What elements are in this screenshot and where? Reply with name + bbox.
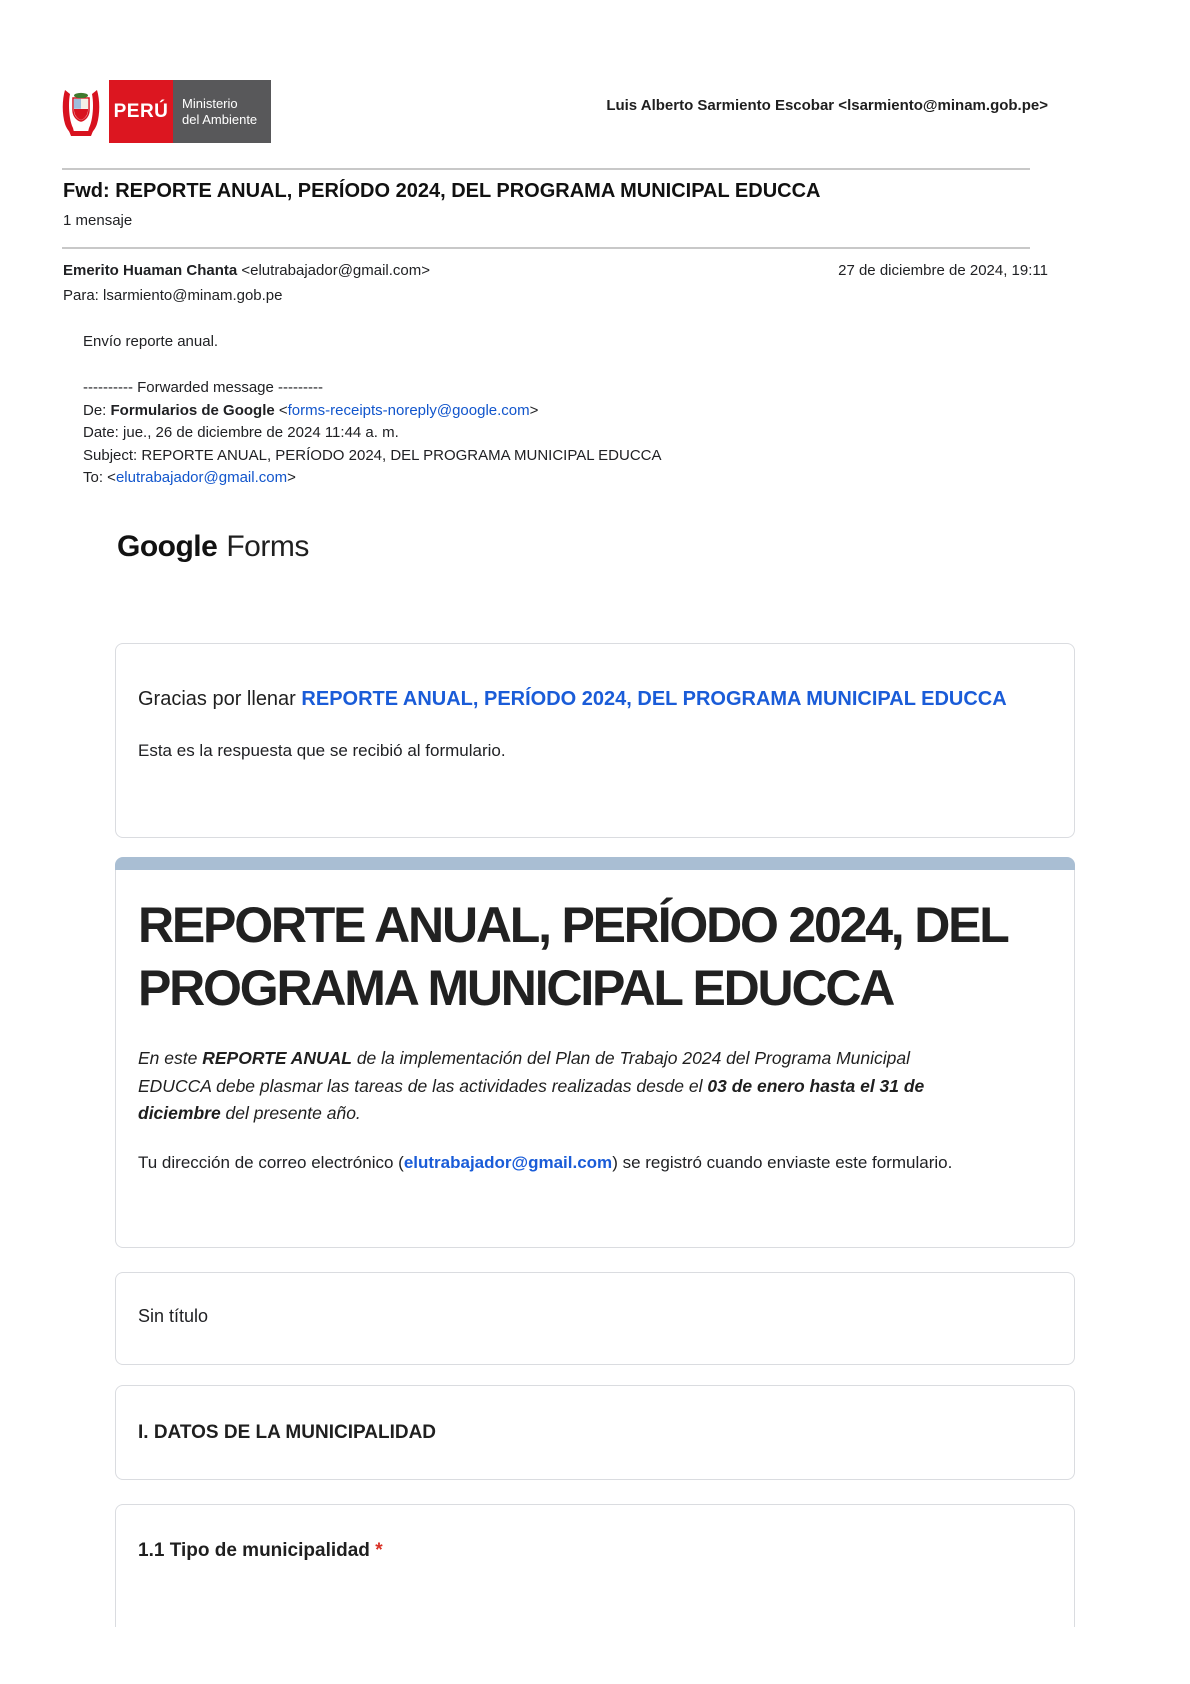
account-header: Luis Alberto Sarmiento Escobar <lsarmiento@minam.gob.pe> xyxy=(606,97,1048,114)
registered-email-link[interactable]: elutrabajador@gmail.com xyxy=(403,1152,613,1172)
question-label: 1.1 Tipo de municipalidad xyxy=(138,1540,376,1561)
desc-part3: del presente año. xyxy=(220,1103,361,1123)
untitled-section-card xyxy=(115,1272,1075,1365)
thanks-card xyxy=(115,643,1075,838)
form-card-top-bar xyxy=(115,857,1075,870)
logo-ministry-line2: del Ambiente xyxy=(182,111,258,127)
form-title-link[interactable]: REPORTE ANUAL, PERÍODO 2024, DEL PROGRAMA MUNICIPAL EDUCCA xyxy=(301,688,1007,710)
divider-subject xyxy=(62,247,1030,249)
from-email-link[interactable]: forms-receipts-noreply@google.com xyxy=(287,401,530,419)
forwarded-header-block xyxy=(83,377,662,490)
to-close-bracket: > xyxy=(287,469,296,486)
thanks-prefix: Gracias por llenar xyxy=(138,688,302,710)
desc-part1: En este xyxy=(138,1048,203,1068)
form-description xyxy=(138,1045,988,1128)
mail-note-part2: ) se registró cuando enviaste este formulario. xyxy=(612,1152,953,1172)
section-label: I. DATOS DE LA MUNICIPALIDAD xyxy=(138,1422,437,1443)
question-card xyxy=(115,1504,1075,1627)
mail-note-part1: Tu dirección de correo electrónico ( xyxy=(138,1152,404,1172)
form-title: REPORTE ANUAL, PERÍODO 2024, DEL PROGRAMA MUNICIPAL EDUCCA xyxy=(138,897,1007,1016)
forwarded-to-line xyxy=(83,467,662,490)
email-subject-title: Fwd: REPORTE ANUAL, PERÍODO 2024, DEL PROGRAMA MUNICIPAL EDUCCA xyxy=(63,180,821,202)
desc-part2: de la implementación del Plan de Trabajo 2024 del Programa Municipal EDUCCA debe plasmar las tareas de las actividades realizadas desde el xyxy=(138,1048,911,1096)
from-label: De: xyxy=(83,401,111,419)
message-date: 27 de diciembre de 2024, 19:11 xyxy=(838,262,1048,279)
forwarded-date-line: Date: jue., 26 de diciembre de 2024 11:44 a. m. xyxy=(83,424,399,441)
logo-ministry-label xyxy=(173,80,271,143)
forwarded-separator: ---------- Forwarded message --------- xyxy=(83,379,323,396)
logo-ministry-line1: Ministerio xyxy=(182,95,238,111)
google-logo-text: Google xyxy=(117,530,218,563)
forwarded-from-line xyxy=(83,400,662,423)
to-email-link[interactable]: elutrabajador@gmail.com xyxy=(115,469,288,486)
peru-coat-of-arms-icon xyxy=(58,80,104,143)
thanks-note: Esta es la respuesta que se recibió al formulario. xyxy=(138,741,506,760)
sender-name: Emerito Huaman Chanta xyxy=(63,262,238,279)
google-forms-logo xyxy=(117,530,309,564)
form-header-card xyxy=(115,870,1075,1248)
sender-email: <elutrabajador@gmail.com> xyxy=(237,262,431,279)
desc-bold1: REPORTE ANUAL xyxy=(202,1048,352,1068)
thanks-message xyxy=(138,678,1048,720)
minam-logo xyxy=(58,80,271,143)
desc-bold2: 03 de enero hasta el 31 de diciembre xyxy=(138,1075,925,1123)
recipient-line: Para: lsarmiento@minam.gob.pe xyxy=(63,287,283,304)
registered-email-note xyxy=(138,1149,998,1176)
from-close-bracket: > xyxy=(529,401,539,419)
forwarded-subject-line: Subject: REPORTE ANUAL, PERÍODO 2024, DEL PROGRAMA MUNICIPAL EDUCCA xyxy=(83,446,662,464)
untitled-label: Sin título xyxy=(138,1306,209,1326)
from-name: Formularios de Google xyxy=(110,401,275,419)
to-label: To: < xyxy=(83,469,116,486)
from-open-bracket: < xyxy=(274,401,288,419)
required-asterisk: * xyxy=(375,1540,383,1561)
forms-logo-text: Forms xyxy=(226,530,309,563)
message-body-intro: Envío reporte anual. xyxy=(83,333,219,350)
section-card xyxy=(115,1385,1075,1480)
logo-peru-label: PERÚ xyxy=(109,80,173,143)
message-meta-row xyxy=(63,262,1048,279)
divider-top xyxy=(62,168,1030,170)
message-count: 1 mensaje xyxy=(63,212,133,229)
sender xyxy=(63,262,430,279)
